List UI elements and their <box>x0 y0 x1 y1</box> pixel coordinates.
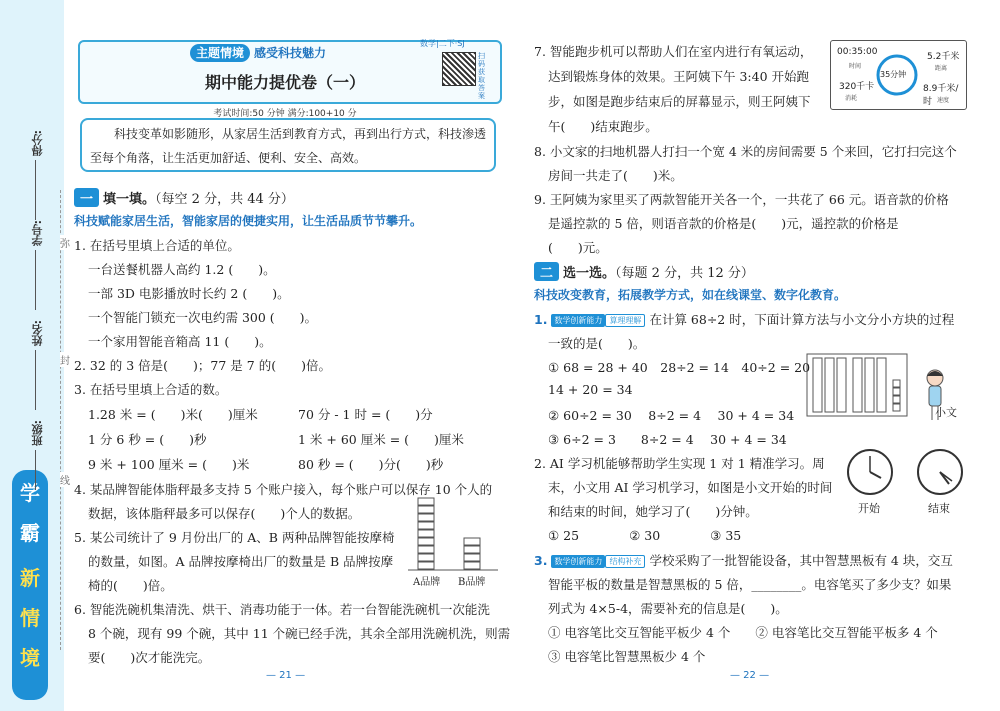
section-2-heading <box>534 262 754 281</box>
brand-b-label: B品牌 <box>458 577 486 588</box>
class-label: 班级: <box>31 420 44 447</box>
question-1b[interactable]: 一部 3D 电影播放时长约 2 ( )。 <box>88 286 290 301</box>
header-tag-text: 感受科技魅力 <box>254 46 327 60</box>
question-1a[interactable]: 一台送餐机器人高约 1.2 ( )。 <box>88 262 276 277</box>
question-5-line3[interactable]: 椅的( )倍。 <box>88 578 173 593</box>
choice-1-option-3[interactable]: ③ 6÷2 = 3 8÷2 = 4 30 + 4 = 34 <box>548 432 787 447</box>
question-7-line3: 步，如图是跑步结束后的屏幕显示，则王阿姨下 <box>548 94 811 109</box>
question-3-r3b[interactable]: 80 秒 = ( )分( )秒 <box>298 457 444 472</box>
treadmill-display <box>830 40 967 110</box>
start-clock-icon <box>848 450 892 494</box>
section-1-title: 填一填。 <box>103 192 156 207</box>
question-3-r3a[interactable]: 9 米 + 100 厘米 = ( )米 <box>88 457 250 472</box>
score-line[interactable] <box>35 160 37 220</box>
question-2[interactable]: 2. 32 的 3 倍是( )；77 是 7 的( )倍。 <box>74 358 331 373</box>
section-2-theme: 科技改变教育，拓展教学方式，如在线课堂、数字化教育。 <box>534 288 847 302</box>
section-2-score: （每题 2 分，共 12 分） <box>615 266 754 281</box>
left-page <box>70 0 511 711</box>
page-title: 期中能力提优卷（一） <box>204 73 365 92</box>
cut-char-xian: 线 <box>60 472 70 487</box>
cut-char-mi: 弥 <box>60 235 70 250</box>
section-1-number: 一 <box>74 188 99 207</box>
name-label: 姓名: <box>31 320 44 347</box>
question-3: 3. 在括号里填上合适的数。 <box>74 382 228 397</box>
question-5-line1: 5. 某公司统计了 9 月份出厂的 A、B 两种品牌智能按摩椅 <box>74 530 395 545</box>
section-1-score: （每空 2 分，共 44 分） <box>155 192 294 207</box>
choice-1-option-2[interactable]: ② 60÷2 = 30 8÷2 = 4 30 + 4 = 34 <box>548 408 795 423</box>
question-3-r2b[interactable]: 1 米 + 60 厘米 = ( )厘米 <box>298 432 464 447</box>
choice-1-option-1[interactable]: ① 68 = 28 + 40 28÷2 = 14 40÷2 = 20 <box>548 360 811 375</box>
choice-2-options[interactable]: ① 25 ② 30 ③ 35 <box>548 528 742 543</box>
question-6-line2: 8 个碗，现有 99 个碗，其中 11 个碗已经手洗，其余全部用洗碗机洗，则需 <box>88 626 511 641</box>
svg-text:新: 新 <box>20 566 40 590</box>
svg-text:霸: 霸 <box>20 521 40 545</box>
cut-line <box>60 190 61 650</box>
header-tag-pill: 主题情境 <box>190 44 250 62</box>
question-6-line1: 6. 智能洗碗机集清洗、烘干、消毒功能于一体。若一台智能洗碗机一次能洗 <box>74 602 490 617</box>
question-9-line3[interactable]: ( )元。 <box>548 240 608 255</box>
run-speed-value: 8.9千米/时 <box>923 84 959 107</box>
clocks-figure <box>845 448 965 498</box>
section-2-title: 选一选。 <box>563 266 616 281</box>
svg-text:情: 情 <box>20 606 40 630</box>
choice-2-line1: 2. AI 学习机能够帮助学生实现 1 对 1 精准学习。周 <box>534 456 825 471</box>
score-label: 得分: <box>31 130 44 157</box>
class-line[interactable] <box>35 450 37 490</box>
question-3-r1b[interactable]: 70 分 - 1 时 = ( )分 <box>298 407 433 422</box>
choice-3-line2: 智能平板的数量是智慧黑板的 5 倍，________。电容笔买了多少支？如果 <box>548 577 952 592</box>
question-1d[interactable]: 一个家用智能音箱高 11 ( )。 <box>88 334 272 349</box>
clock-start-label: 开始 <box>858 502 880 515</box>
run-center-value: 35分钟 <box>880 70 907 79</box>
girl-name: 小文 <box>935 406 957 419</box>
question-6-line3[interactable]: 要( )次才能洗完。 <box>88 650 211 665</box>
student-id-line[interactable] <box>35 250 37 310</box>
run-time-value: 00:35:00 <box>837 47 878 57</box>
section-2-number: 二 <box>534 262 559 281</box>
clock-end-label: 结束 <box>928 502 950 515</box>
choice-1-option-1b: 14 + 20 = 34 <box>548 382 633 397</box>
block-tens-figure <box>805 352 915 418</box>
question-8-line1: 8. 小文家的扫地机器人打扫一个宽 4 米的房间需要 5 个来回，它打扫完这个 <box>534 144 957 159</box>
student-id-label: 学号: <box>31 220 44 247</box>
choice-3-options-1[interactable]: ① 电容笔比交互智能平板少 4 个 ② 电容笔比交互智能平板多 4 个 <box>548 625 938 640</box>
skill-badge-calc: 算理理解 <box>605 314 645 327</box>
question-4-line1: 4. 某品牌智能体脂秤最多支持 5 个账户接入，每个账户可以保存 10 个人的 <box>74 482 493 497</box>
question-3-r2a[interactable]: 1 分 6 秒 = ( )秒 <box>88 432 207 447</box>
choice-1-line2[interactable]: 一致的是( )。 <box>548 336 646 351</box>
run-calories-value: 320千卡 <box>839 82 875 92</box>
right-page <box>530 0 970 711</box>
grade-label: 数学|二下·SJ <box>420 39 465 48</box>
page-number-left: — 21 — <box>266 670 306 681</box>
question-7-line1: 7. 智能跑步机可以帮助人们在室内进行有氧运动， <box>534 44 813 59</box>
section-1-heading <box>74 188 294 207</box>
run-time-label: 时间 <box>849 63 862 70</box>
name-line[interactable] <box>35 350 37 410</box>
question-1: 1. 在括号里填上合适的单位。 <box>74 238 240 253</box>
choice-3-line3[interactable]: 列式为 4×5-4，需要补充的信息是( )。 <box>548 601 788 616</box>
section-1-theme: 科技赋能家居生活，智能家居的便捷实用，让生活品质节节攀升。 <box>74 214 423 228</box>
choice-2-line2: 末，小文用 AI 学习机学习，如图是小文开始的时间 <box>548 480 833 495</box>
exam-info: 考试时间:50 分钟 满分:100+10 分 <box>213 109 357 119</box>
question-8-line2[interactable]: 房间一共走了( )米。 <box>548 168 683 183</box>
question-9-line1: 9. 王阿姨为家里买了两款智能开关各一个，一共花了 66 元。语音款的价格 <box>534 192 949 207</box>
intro-box: 科技变革如影随形，从家居生活到教育方式，再到出行方式，科技渗透至每个角落，让生活更加舒适、便利、安全、高效。 <box>80 118 496 172</box>
question-7-line4[interactable]: 午( )结束跑步。 <box>548 119 658 134</box>
question-3-r1a[interactable]: 1.28 米 = ( )米( )厘米 <box>88 407 258 422</box>
binding-fields <box>30 110 60 610</box>
question-5-line2: 的数量，如图。A 品牌按摩椅出厂的数量是 B 品牌按摩 <box>88 554 394 569</box>
question-7-line2: 达到锻炼身体的效果。王阿姨下午 3:40 开始跑 <box>548 69 810 84</box>
svg-text:学: 学 <box>20 481 40 505</box>
innovation-badge: 数学创新能力 <box>551 314 605 327</box>
run-distance-label: 距离 <box>935 65 948 72</box>
question-1c[interactable]: 一个智能门锁充一次电约需 300 ( )。 <box>88 310 318 325</box>
cut-char-feng: 封 <box>60 352 70 367</box>
brand-a-label: A品牌 <box>413 577 441 588</box>
question-4-line2[interactable]: 数据，该体脂秤最多可以保存( )个人的数据。 <box>88 506 361 521</box>
end-clock-icon <box>918 450 962 494</box>
choice-1-line1: 1. 数学创新能力 算理理解 在计算 68÷2 时，下面计算方法与小文分小方块的过程 <box>534 312 955 327</box>
qr-note: 扫码获取答案 <box>478 52 485 100</box>
header-tag <box>190 44 326 62</box>
run-speed-label: 速度 <box>937 97 950 104</box>
question-9-line2[interactable]: 是遥控款的 5 倍，则语音款的价格是( )元，遥控款的价格是 <box>548 216 899 231</box>
run-distance-value: 5.2千米 <box>927 52 960 62</box>
choice-3-text: 学校采购了一批智能设备，其中智慧黑板有 4 块，交互 <box>649 553 953 568</box>
svg-text:境: 境 <box>20 646 40 670</box>
run-calories-label: 消耗 <box>845 95 858 102</box>
page-number-right: — 22 — <box>730 670 770 681</box>
brand-b-stack <box>464 538 480 569</box>
choice-3-option-3[interactable]: ③ 电容笔比智慧黑板少 4 个 <box>548 649 706 664</box>
choice-2-line3[interactable]: 和结束的时间，她学习了( )分钟。 <box>548 504 758 519</box>
choice-1-text: 在计算 68÷2 时，下面计算方法与小文分小方块的过程 <box>649 312 955 327</box>
innovation-badge-2: 数学创新能力 <box>551 555 605 568</box>
brand-a-stack <box>418 498 434 569</box>
skill-badge-struct: 结构补充 <box>605 555 645 568</box>
choice-3-line1: 3. 数学创新能力 结构补充 学校采购了一批智能设备，其中智慧黑板有 4 块，交互 <box>534 553 953 568</box>
